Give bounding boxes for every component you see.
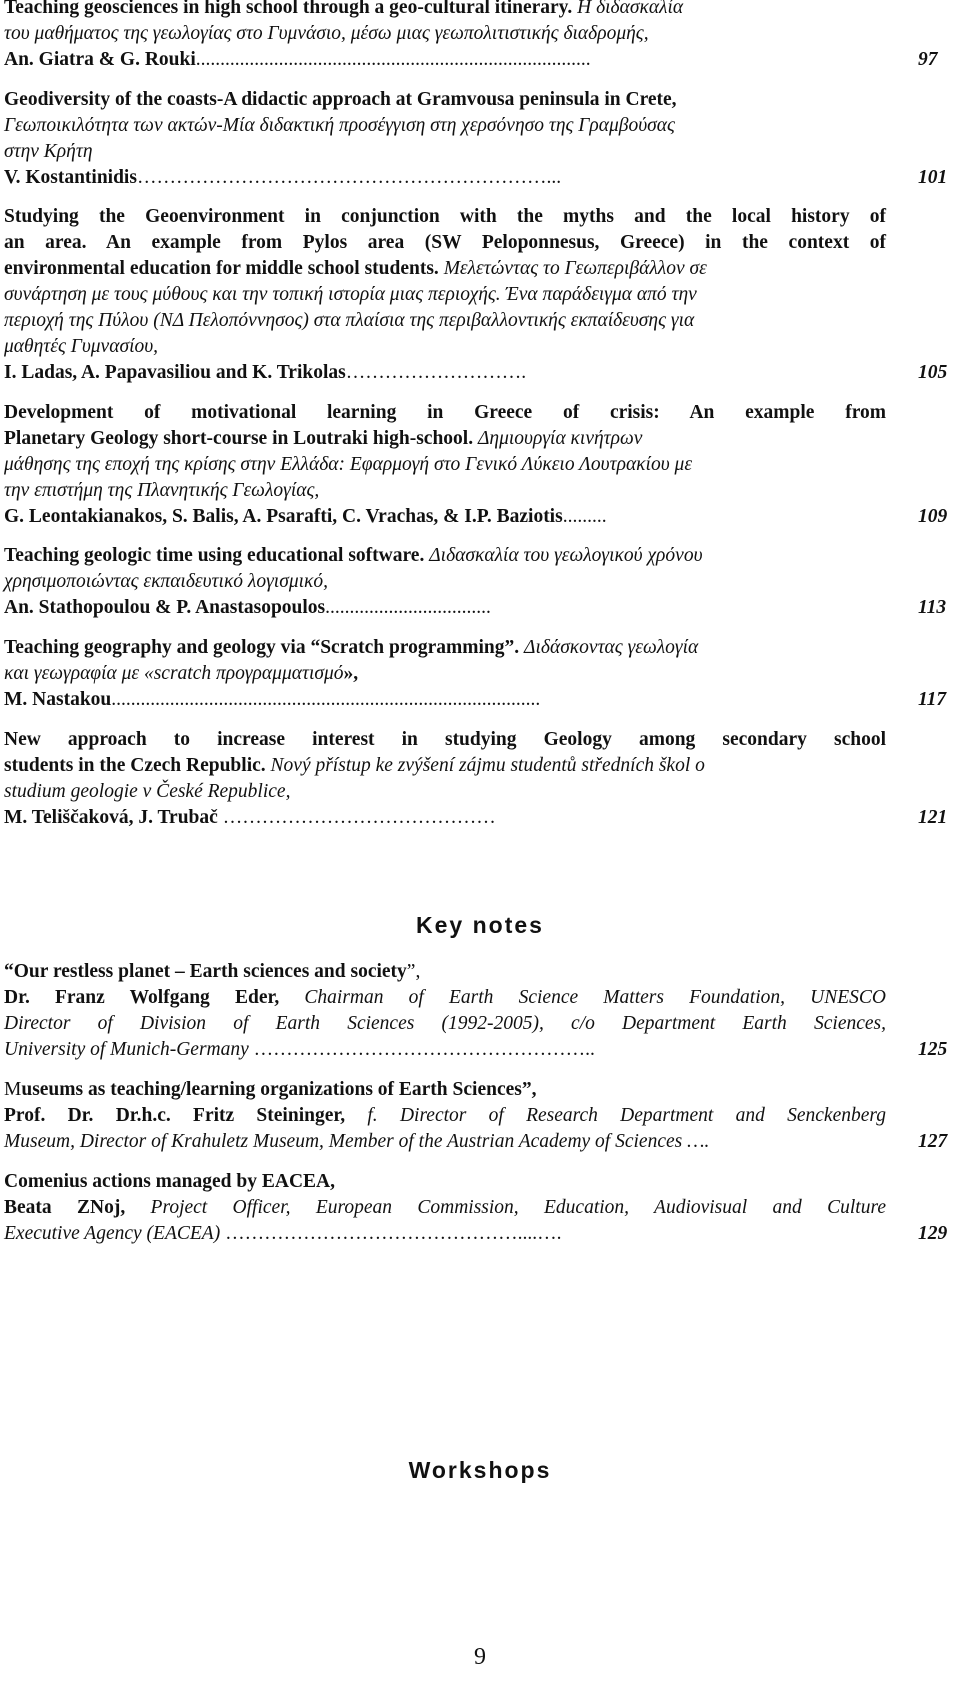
dot-leader: ………………………………………………………... — [136, 167, 562, 188]
keynote-description: Project Officer, European Commission, Education, Audiovisual and Culture — [125, 1197, 886, 1218]
page-number: 125 — [918, 1039, 948, 1060]
page-number: 97 — [918, 49, 938, 70]
page-number: 129 — [918, 1223, 948, 1244]
entry-title-gr: στην Κρήτη — [4, 141, 93, 162]
keynote-title: Comenius actions managed by EACEA, — [4, 1171, 335, 1192]
entry-title-en: Teaching geologic time using educational software. — [4, 545, 425, 566]
entry-authors: V. Kostantinidis — [4, 167, 137, 188]
keynote-author: Prof. Dr. Dr.h.c. Fritz Steininger, — [4, 1105, 346, 1126]
entry-authors: An. Giatra & G. Rouki — [4, 49, 196, 70]
entry-title-gr: Διδάσκοντας γεωλογία — [519, 637, 699, 658]
entry-title-gr: μάθησης της εποχή της κρίσης στην Ελλάδα: Εφαρμογή στο Γενικό Λύκειο Λουτρακίου με — [4, 454, 693, 475]
entry-authors: I. Ladas, A. Papavasiliou and K. Trikolas — [4, 362, 346, 383]
dot-leader: .................................. — [325, 597, 491, 618]
entry-title-en: Geodiversity of the coasts-A didactic approach at Gramvousa peninsula in Crete, — [4, 89, 677, 110]
entry-title-cz: Nový přístup ke zvýšení zájmu studentů středních škol o — [265, 755, 705, 776]
page-number: 113 — [918, 597, 947, 618]
keynote-title: “Our restless planet – Earth sciences and society — [4, 961, 407, 982]
page-number: 117 — [918, 689, 947, 710]
entry-title-en: Development of motivational learning in Greece of crisis: An example from — [4, 402, 886, 423]
page-number: 121 — [918, 807, 948, 828]
entry-title-en: New approach to increase interest in studying Geology among secondary school — [4, 729, 886, 750]
entry-title-gr: Γεωποικιλότητα των ακτών-Μία διδακτική προσέγγιση στη χερσόνησο της Γραμβούσας — [4, 115, 675, 136]
keynote-description: Chairman of Earth Science Matters Foundation, UNESCO — [279, 987, 887, 1008]
entry-authors: M. Teliščaková, J. Trubač — [4, 807, 218, 828]
dot-leader: ........................................................................................ — [111, 689, 541, 710]
entry-title-en: Studying the Geoenvironment in conjunction with the myths and the local history of — [4, 206, 886, 227]
dot-leader: …………………………………………….. — [248, 1039, 595, 1060]
keynote-description: University of Munich-Germany — [4, 1039, 249, 1060]
page-number: 127 — [918, 1131, 948, 1152]
entry-title-tail: », — [343, 663, 359, 684]
keynote-author: Beata ZNoj, — [4, 1197, 126, 1218]
entry-authors: An. Stathopoulou & P. Anastasopoulos — [4, 597, 326, 618]
dot-leader: ................................................................................. — [195, 49, 591, 70]
entry-title-gr: Διδασκαλία του γεωλογικού χρόνου — [424, 545, 703, 566]
entry-title-gr: μαθητές Γυμνασίου, — [4, 336, 159, 357]
dot-leader: …………………………………… — [217, 807, 496, 828]
entry-title-en: an area. An example from Pylos area (SW Peloponnesus, Greece) in the context of — [4, 232, 886, 253]
keynote-description: Executive Agency (EACEA) — [4, 1223, 221, 1244]
page-number: 101 — [918, 167, 948, 188]
entry-authors: M. Nastakou — [4, 689, 112, 710]
keynote-title-initial: M — [4, 1079, 22, 1100]
page-number: 109 — [918, 506, 948, 527]
entry-title-cz: studium geologie v České Republice, — [4, 781, 291, 802]
entry-title-gr: Μελετώντας το Γεωπεριβάλλον σε — [438, 258, 707, 279]
keynote-description: f. Director of Research Department and Senckenberg — [345, 1105, 886, 1126]
entry-title-gr: συνάρτηση με τους μύθους και την τοπική ιστορία μιας περιοχής. Ένα παράδειγμα από την — [4, 284, 697, 305]
keynotes-heading: Key notes — [416, 912, 544, 938]
keynote-author: Dr. Franz Wolfgang Eder, — [4, 987, 280, 1008]
dot-leader: ………………………. — [345, 362, 527, 383]
entry-title-gr: και γεωγραφία με «scratch προγραμματισμό — [4, 663, 344, 684]
entry-title-gr: την επιστήμη της Πλανητικής Γεωλογίας, — [4, 480, 320, 501]
entry-title-en: Teaching geosciences in high school through a geo-cultural itinerary. — [4, 0, 573, 18]
entry-title-en: Planetary Geology short-course in Loutraki high-school. — [4, 428, 474, 449]
keynote-description: Museum, Director of Krahuletz Museum, Member of the Austrian Academy of Sciences …. — [4, 1131, 710, 1152]
entry-title-gr: Η διδασκαλία — [572, 0, 684, 18]
entry-title-gr: περιοχή της Πύλου (ΝΔ Πελοπόννησος) στα πλαίσια της περιβαλλοντικής εκπαίδευσης για — [4, 310, 695, 331]
entry-title-en: students in the Czech Republic. — [4, 755, 266, 776]
entry-title-en: environmental education for middle school students. — [4, 258, 439, 279]
keynote-title: useums as teaching/learning organizations of Earth Sciences”, — [21, 1079, 537, 1100]
entry-title-gr: του μαθήματος της γεωλογίας στο Γυμνάσιο, μέσω μιας γεωπολιτιστικής διαδρομής, — [4, 23, 649, 44]
dot-leader: ………………………………………....…. — [220, 1223, 562, 1244]
page-folio: 9 — [474, 1644, 486, 1670]
entry-title-en: Teaching geography and geology via “Scratch programming”. — [4, 637, 520, 658]
page-number: 105 — [918, 362, 948, 383]
entry-title-gr: χρησιμοποιώντας εκπαιδευτικό λογισμικό, — [4, 571, 329, 592]
entry-title-gr: Δημιουργία κινήτρων — [473, 428, 643, 449]
entry-authors: G. Leontakianakos, S. Balis, A. Psarafti, C. Vrachas, & I.P. Baziotis — [4, 506, 563, 527]
keynote-title-tail: ”, — [406, 961, 421, 982]
dot-leader: ......... — [562, 506, 607, 527]
keynote-description: Director of Division of Earth Sciences (1992-2005), c/o Department Earth Sciences, — [4, 1013, 886, 1034]
workshops-heading: Workshops — [408, 1457, 552, 1483]
